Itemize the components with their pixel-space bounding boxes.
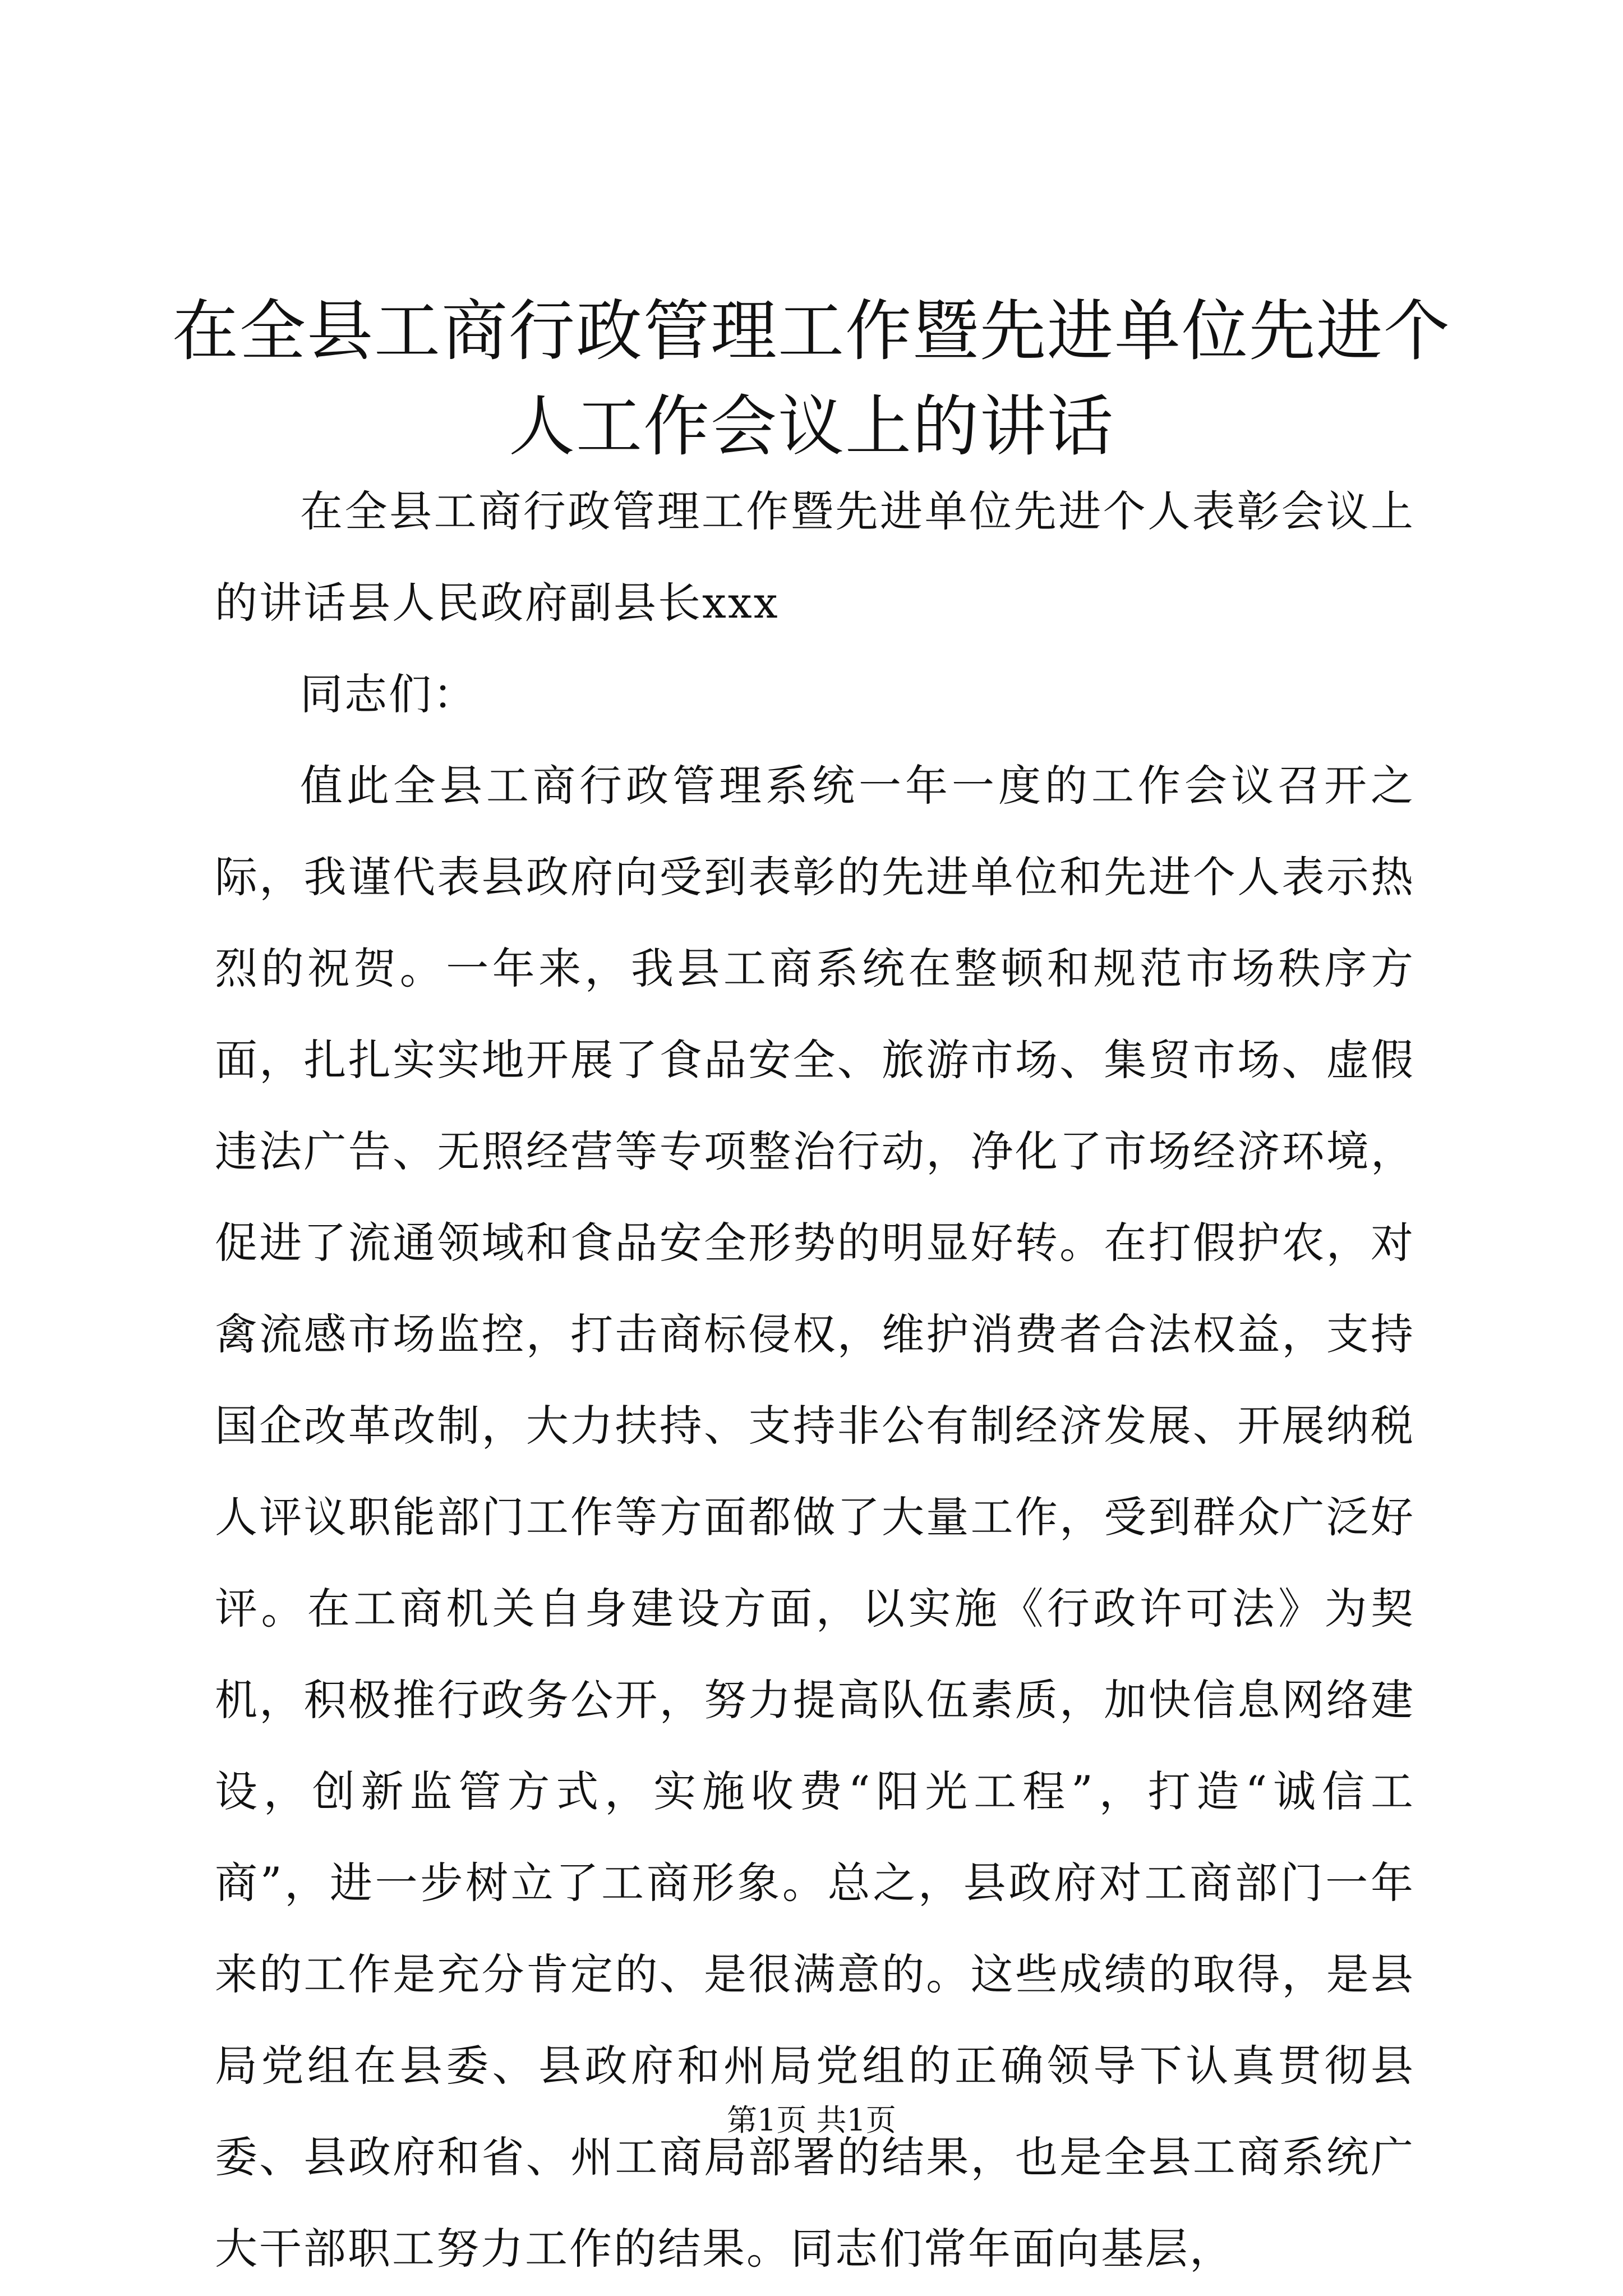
document-body	[215, 466, 1415, 2294]
page-footer: 第1页 共1页	[727, 2102, 896, 2138]
document-title: 在全县工商行政管理工作暨先进单位先进个人工作会议上的讲话	[172, 292, 1451, 465]
subtitle-paragraph: 在全县工商行政管理工作暨先进单位先进个人表彰会议上的讲话县人民政府副县长xxx	[215, 486, 1415, 628]
body-paragraph: 值此全县工商行政管理系统一年一度的工作会议召开之际，我谨代表县政府向受到表彰的先进单位和先进个人表示热烈的祝贺。一年来，我县工商系统在整顿和规范市场秩序方面，扎扎实实地开展了食品安全、旅游市场、集贸市场、虚假违法广告、无照经营等专项整治行动，净化了市场经济环境，促进了流通领域和食品安全形势的明显好转。在打假护农，对禽流感市场监控，打击商标侵权，维护消费者合法权益，支持国企改革改制，大力扶持、支持非公有制经济发展、开展纳税人评议职能部门工作等方面都做了大量工作，受到群众广泛好评。在工商机关自身建设方面，以实施《行政许可法》为契机，积极推行政务公开，努力提高队伍素质，加快信息网络建设，创新监管方式，实施收费“阳光工程”，打造“诚信工商”，进一步树立了工商形象。总之，县政府对工商部门一年来的工作是充分肯定的、是很满意的。这些成绩的取得，是县局党组在县委、县政府和州局党组的正确领导下认真贯彻县委、县政府和省、州工商局部署的结果，也是全县工商系统广大干部职工努力工作的结果。同志们常年面向基层，	[215, 761, 1415, 2274]
greeting-paragraph: 同志们：	[300, 669, 477, 719]
